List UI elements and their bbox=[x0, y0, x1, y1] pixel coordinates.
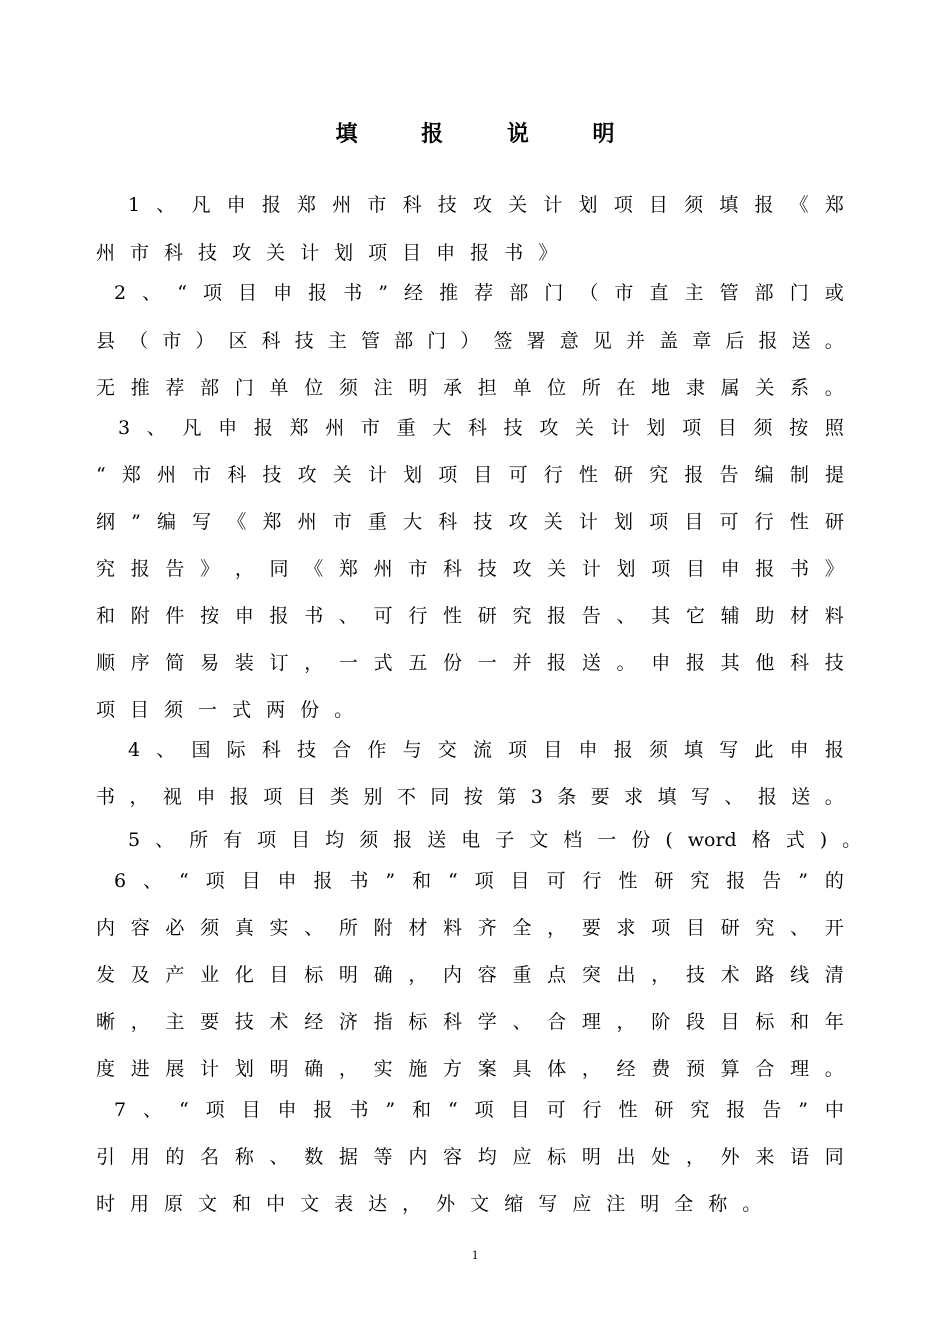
text-line: 县 （ 市 ） 区 科 技 主 管 部 门 ） 签 署 意 见 并 盖 章 后 报 送 。 bbox=[96, 330, 844, 352]
text-line: 6 、 “ 项 目 申 报 书 ” 和 “ 项 目 可 行 性 研 究 报 告 ” 的 bbox=[114, 870, 844, 892]
text-line: 无 推 荐 部 门 单 位 须 注 明 承 担 单 位 所 在 地 隶 属 关 系 。 bbox=[96, 377, 844, 399]
text-line: 和 附 件 按 申 报 书 、 可 行 性 研 究 报 告 、 其 它 辅 助 材 料 bbox=[96, 605, 844, 627]
text-line: 纲 ” 编 写 《 郑 州 市 重 大 科 技 攻 关 计 划 项 目 可 行 性 研 bbox=[96, 511, 844, 533]
text-line: 2 、 “ 项 目 申 报 书 ” 经 推 荐 部 门 （ 市 直 主 管 部 门 或 bbox=[114, 282, 844, 304]
text-line: “ 郑 州 市 科 技 攻 关 计 划 项 目 可 行 性 研 究 报 告 编 制 提 bbox=[96, 464, 844, 486]
text-line: 发 及 产 业 化 目 标 明 确 ， 内 容 重 点 突 出 ， 技 术 路 线 清 bbox=[96, 964, 844, 986]
text-line: 晰 ， 主 要 技 术 经 济 指 标 科 学 、 合 理 ， 阶 段 目 标 和 年 bbox=[96, 1011, 844, 1033]
text-line: 书 ， 视 申 报 项 目 类 别 不 同 按 第 3 条 要 求 填 写 、 报 送 。 bbox=[96, 786, 844, 808]
text-line: 3 、 凡 申 报 郑 州 市 重 大 科 技 攻 关 计 划 项 目 须 按 照 bbox=[118, 417, 844, 439]
text-line: 时 用 原 文 和 中 文 表 达 ， 外 文 缩 写 应 注 明 全 称 。 bbox=[96, 1193, 762, 1215]
page-title: 填 报 说 明 bbox=[335, 121, 643, 147]
text-line: 顺 序 简 易 装 订 ， 一 式 五 份 一 并 报 送 。 申 报 其 他 科 技 bbox=[96, 652, 844, 674]
text-line: 项 目 须 一 式 两 份 。 bbox=[96, 699, 354, 721]
text-line: 州 市 科 技 攻 关 计 划 项 目 申 报 书 》 bbox=[96, 242, 558, 264]
text-line: 究 报 告 》 ， 同 《 郑 州 市 科 技 攻 关 计 划 项 目 申 报 书 》 bbox=[96, 558, 844, 580]
text-line: 引 用 的 名 称 、 数 据 等 内 容 均 应 标 明 出 处 ， 外 来 语 同 bbox=[96, 1146, 844, 1168]
text-line: 1 、 凡 申 报 郑 州 市 科 技 攻 关 计 划 项 目 须 填 报 《 郑 bbox=[128, 194, 844, 216]
text-line: 7 、 “ 项 目 申 报 书 ” 和 “ 项 目 可 行 性 研 究 报 告 ” 中 bbox=[114, 1099, 844, 1121]
text-line: 5 、 所 有 项 目 均 须 报 送 电 子 文 档 一 份 ( word 格 式 ) 。 bbox=[128, 829, 862, 851]
text-line: 度 进 展 计 划 明 确 ， 实 施 方 案 具 体 ， 经 费 预 算 合 理 。 bbox=[96, 1058, 844, 1080]
text-line: 4 、 国 际 科 技 合 作 与 交 流 项 目 申 报 须 填 写 此 申 报 bbox=[128, 739, 844, 761]
text-line: 内 容 必 须 真 实 、 所 附 材 料 齐 全 ， 要 求 项 目 研 究 、 开 bbox=[96, 917, 844, 939]
page-number: 1 bbox=[471, 1247, 479, 1262]
